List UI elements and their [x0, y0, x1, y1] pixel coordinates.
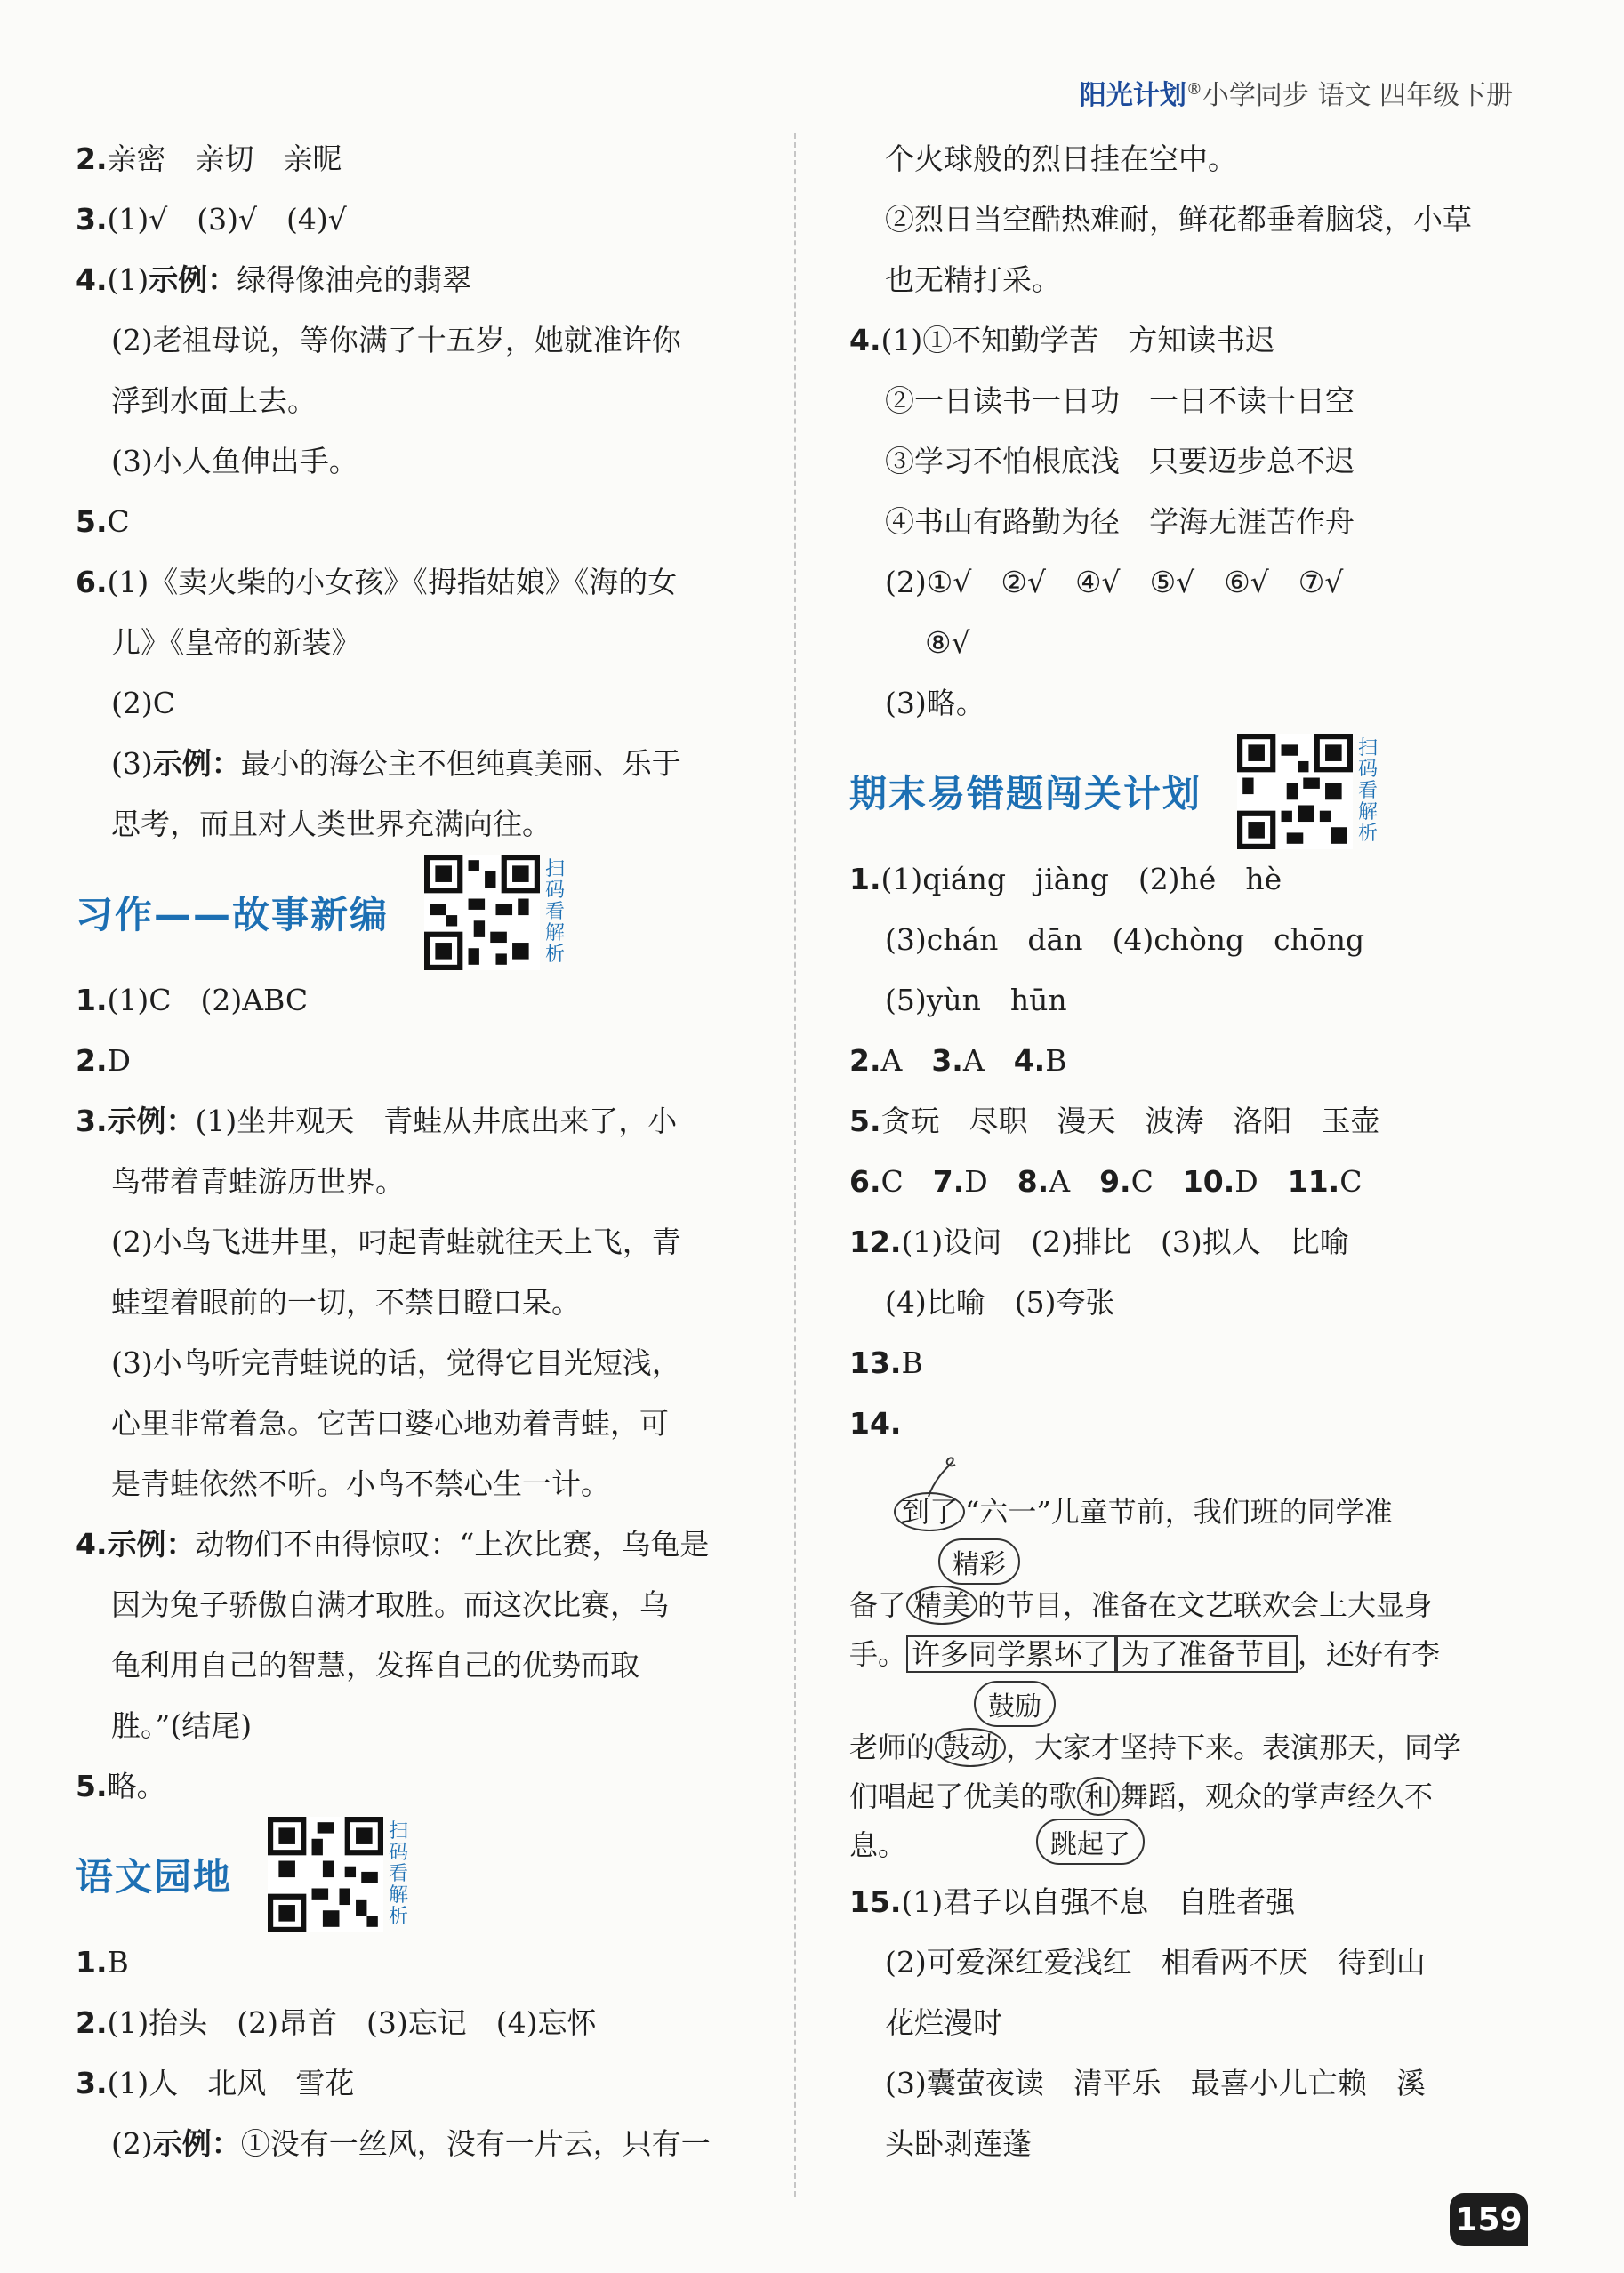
passage-text: ，大家才坚持下来。表演那天，同学 — [1006, 1731, 1462, 1764]
section-header-essay — [76, 855, 752, 970]
question-number: 12. — [849, 1225, 902, 1259]
inserted-word: 精彩 — [938, 1538, 1020, 1585]
answer-text: 贪玩 尽职 漫天 波涛 洛阳 玉壶 — [880, 1104, 1380, 1138]
answer-text: (1)C (2)ABC — [107, 983, 309, 1017]
answer-text: D — [107, 1043, 131, 1078]
passage-text: 舞蹈，观众的掌声经久不 — [1120, 1779, 1434, 1813]
qr-label: 扫 码 看 解 析 — [545, 858, 566, 966]
answer-text: D — [964, 1164, 988, 1199]
answer-text: (2)老祖母说，等你满了十五岁，她就准许你 — [111, 323, 681, 357]
example-label: 示例： — [149, 262, 237, 297]
page-number: 159 — [1450, 2193, 1528, 2246]
question-number: 13. — [849, 1345, 902, 1380]
question-number: 2. — [76, 1043, 108, 1078]
answer-text: (2)①√ ②√ ④√ ⑤√ ⑥√ ⑦√ — [885, 565, 1344, 599]
question-number: 2. — [76, 141, 108, 176]
answer-text: ④书山有路勤为径 学海无涯苦作舟 — [885, 504, 1355, 539]
question-number: 3. — [76, 1104, 108, 1138]
answer-text: (2)可爱深红爱浅红 相看两不厌 待到山 — [885, 1945, 1426, 1980]
qr-code-icon — [1237, 734, 1353, 849]
answer-text: 亲密 亲切 亲昵 — [107, 141, 342, 176]
question-number: 10. — [1182, 1164, 1235, 1199]
registered-mark: ® — [1186, 80, 1202, 99]
answer-text: 儿》《皇帝的新装》 — [111, 625, 361, 660]
column-divider — [794, 133, 796, 2197]
answer-text: (2)小鸟飞进井里，叼起青蛙就往天上飞，青 — [111, 1225, 681, 1259]
qr-code-icon — [424, 855, 540, 970]
answer-text: C — [880, 1164, 904, 1199]
answer-text: 略。 — [107, 1769, 166, 1803]
circled-word: 精美 — [906, 1586, 977, 1625]
qr-code[interactable] — [268, 1817, 408, 1932]
inserted-word: 跳起了 — [1036, 1819, 1145, 1865]
section-title: 习作——故事新编 — [76, 893, 390, 936]
passage-text: 的节目，准备在文艺联欢会上大显身 — [977, 1588, 1434, 1622]
answer-text: A — [1049, 1164, 1071, 1199]
example-label: 示例： — [107, 1104, 196, 1138]
answer-text: (1)设问 (2)排比 (3)拟人 比喻 — [901, 1225, 1349, 1259]
answer-text: 动物们不由得惊叹：“上次比赛，乌龟是 — [195, 1527, 710, 1562]
question-number: 5. — [76, 1769, 108, 1803]
answer-text: 思考，而且对人类世界充满向往。 — [111, 807, 551, 841]
answer-text: A — [880, 1043, 903, 1078]
question-number: 4. — [1013, 1043, 1046, 1078]
passage-text: ，还好有李 — [1298, 1637, 1441, 1671]
question-number: 4. — [76, 1527, 108, 1562]
boxed-phrase: 为了准备节目 — [1116, 1635, 1298, 1673]
answer-text: ②一日读书一日功 一日不读十日空 — [885, 383, 1355, 418]
question-number: 2. — [849, 1043, 881, 1078]
answer-text: 绿得像油亮的翡翠 — [237, 262, 472, 297]
answer-text: 心里非常着急。它苦口婆心地劝着青蛙，可 — [111, 1406, 669, 1441]
question-number: 9. — [1099, 1164, 1131, 1199]
answer-text: A — [962, 1043, 985, 1078]
answer-text: (2) — [111, 2126, 153, 2161]
answer-text: ③学习不怕根底浅 只要迈步总不迟 — [885, 444, 1355, 478]
header-subtitle: 小学同步 语文 四年级下册 — [1202, 80, 1513, 111]
answer-text: C — [1339, 1164, 1363, 1199]
answer-text: (3) — [111, 746, 153, 781]
answer-text: ②烈日当空酷热难耐，鲜花都垂着脑袋，小草 — [885, 202, 1472, 237]
passage-text: “六一”儿童节前，我们班的同学准 — [965, 1495, 1393, 1529]
example-label: 示例： — [107, 1527, 196, 1562]
answer-text: (2)C — [111, 686, 175, 720]
answer-text: 是青蛙依然不听。小鸟不禁心生一计。 — [111, 1466, 610, 1501]
question-number: 8. — [1017, 1164, 1049, 1199]
question-number: 6. — [849, 1164, 881, 1199]
answer-text: 也无精打采。 — [885, 262, 1061, 297]
answer-text: (3)chán dān (4)chòng chōng — [885, 922, 1365, 957]
answer-text: 浮到水面上去。 — [111, 383, 317, 418]
qr-label: 扫 码 看 解 析 — [389, 1820, 409, 1928]
question-number: 2. — [76, 2005, 108, 2040]
qr-code[interactable] — [1237, 734, 1378, 849]
boxed-phrase: 许多同学累坏了 — [906, 1635, 1116, 1673]
question-number: 1. — [76, 983, 108, 1017]
answer-text: ①没有一丝风，没有一片云，只有一 — [240, 2126, 711, 2161]
answer-text: (1)人 北风 雪花 — [107, 2066, 355, 2100]
question-number: 1. — [849, 862, 881, 896]
inserted-word: 鼓励 — [974, 1681, 1056, 1727]
question-number: 4. — [76, 262, 108, 297]
answer-text: (1)①不知勤学苦 方知读书迟 — [880, 323, 1275, 357]
answer-text: 胜。”(结尾) — [111, 1708, 253, 1743]
circled-word: 到了 — [894, 1492, 965, 1531]
question-number: 1. — [76, 1945, 108, 1980]
question-number: 4. — [849, 323, 881, 357]
answer-text: 个火球般的烈日挂在空中。 — [885, 141, 1237, 176]
answer-text: (1)抬头 (2)昂首 (3)忘记 (4)忘怀 — [107, 2005, 597, 2040]
answer-text: (1)《卖火柴的小女孩》《拇指姑娘》《海的女 — [107, 565, 678, 599]
right-column — [849, 129, 1525, 2174]
passage-text: 手。 — [849, 1637, 907, 1671]
answer-text: (1) — [107, 262, 149, 297]
question-number: 3. — [931, 1043, 963, 1078]
answer-text: 最小的海公主不但纯真美丽、乐于 — [240, 746, 681, 781]
answer-text: (3)小鸟听完青蛙说的话，觉得它目光短浅， — [111, 1345, 681, 1380]
passage-text: 老师的 — [849, 1731, 936, 1764]
passage-text: 们唱起了优美的歌 — [849, 1779, 1078, 1813]
answer-text: B — [107, 1945, 129, 1980]
answer-text: C — [1130, 1164, 1154, 1199]
answer-text: 蛙望着眼前的一切，不禁目瞪口呆。 — [111, 1285, 581, 1320]
answer-text: (1)qiáng jiàng (2)hé hè — [880, 862, 1282, 896]
answer-text: D — [1234, 1164, 1258, 1199]
question-number: 3. — [76, 202, 108, 237]
example-label: 示例： — [152, 2126, 241, 2161]
answer-text: B — [901, 1345, 923, 1380]
answer-text: (1)君子以自强不息 自胜者强 — [901, 1884, 1296, 1919]
qr-code-icon — [268, 1817, 383, 1932]
passage-text: 备了 — [849, 1588, 907, 1622]
answer-text: (3)略。 — [885, 686, 985, 720]
answer-text: 花烂漫时 — [885, 2005, 1002, 2040]
question-number: 15. — [849, 1884, 902, 1919]
circled-word: 鼓动 — [935, 1728, 1006, 1767]
section-title: 期末易错题闯关计划 — [849, 772, 1202, 815]
question-number: 14. — [849, 1406, 902, 1441]
left-column — [76, 129, 752, 2174]
answer-text: 鸟带着青蛙游历世界。 — [111, 1164, 405, 1199]
qr-label: 扫 码 看 解 析 — [1358, 737, 1379, 845]
example-label: 示例： — [152, 746, 241, 781]
question-number: 5. — [76, 504, 108, 539]
answer-text: (3)囊萤夜读 清平乐 最喜小儿亡赖 溪 — [885, 2066, 1426, 2100]
answer-text: 因为兔子骄傲自满才取胜。而这次比赛，乌 — [111, 1587, 669, 1622]
answer-text: 头卧剥莲蓬 — [885, 2126, 1032, 2161]
answer-text: B — [1045, 1043, 1067, 1078]
passage-text: 息。 — [849, 1828, 907, 1862]
section-header-final — [849, 734, 1525, 849]
answer-text: C — [107, 504, 130, 539]
answer-text: (3)小人鱼伸出手。 — [111, 444, 358, 478]
qr-code[interactable] — [424, 855, 565, 970]
answer-text: (4)比喻 (5)夸张 — [885, 1285, 1115, 1320]
brand-name: 阳光计划 — [1079, 80, 1186, 111]
answer-text: 龟利用自己的智慧，发挥自己的优势而取 — [111, 1648, 639, 1683]
circled-word: 和 — [1077, 1777, 1120, 1816]
question-number: 3. — [76, 2066, 108, 2100]
question-number: 7. — [932, 1164, 965, 1199]
section-title: 语文园地 — [76, 1855, 233, 1899]
page-header — [1080, 73, 1513, 112]
answer-text: ⑧√ — [925, 625, 970, 660]
proofreading-passage — [849, 1454, 1525, 1872]
question-number: 5. — [849, 1104, 881, 1138]
question-number: 6. — [76, 565, 108, 599]
answer-text: (5)yùn hūn — [885, 983, 1067, 1017]
answer-text: (1)√ (3)√ (4)√ — [107, 202, 347, 237]
answer-text: (1)坐井观天 青蛙从井底出来了，小 — [195, 1104, 678, 1138]
question-number: 11. — [1287, 1164, 1340, 1199]
section-header-garden — [76, 1817, 752, 1932]
